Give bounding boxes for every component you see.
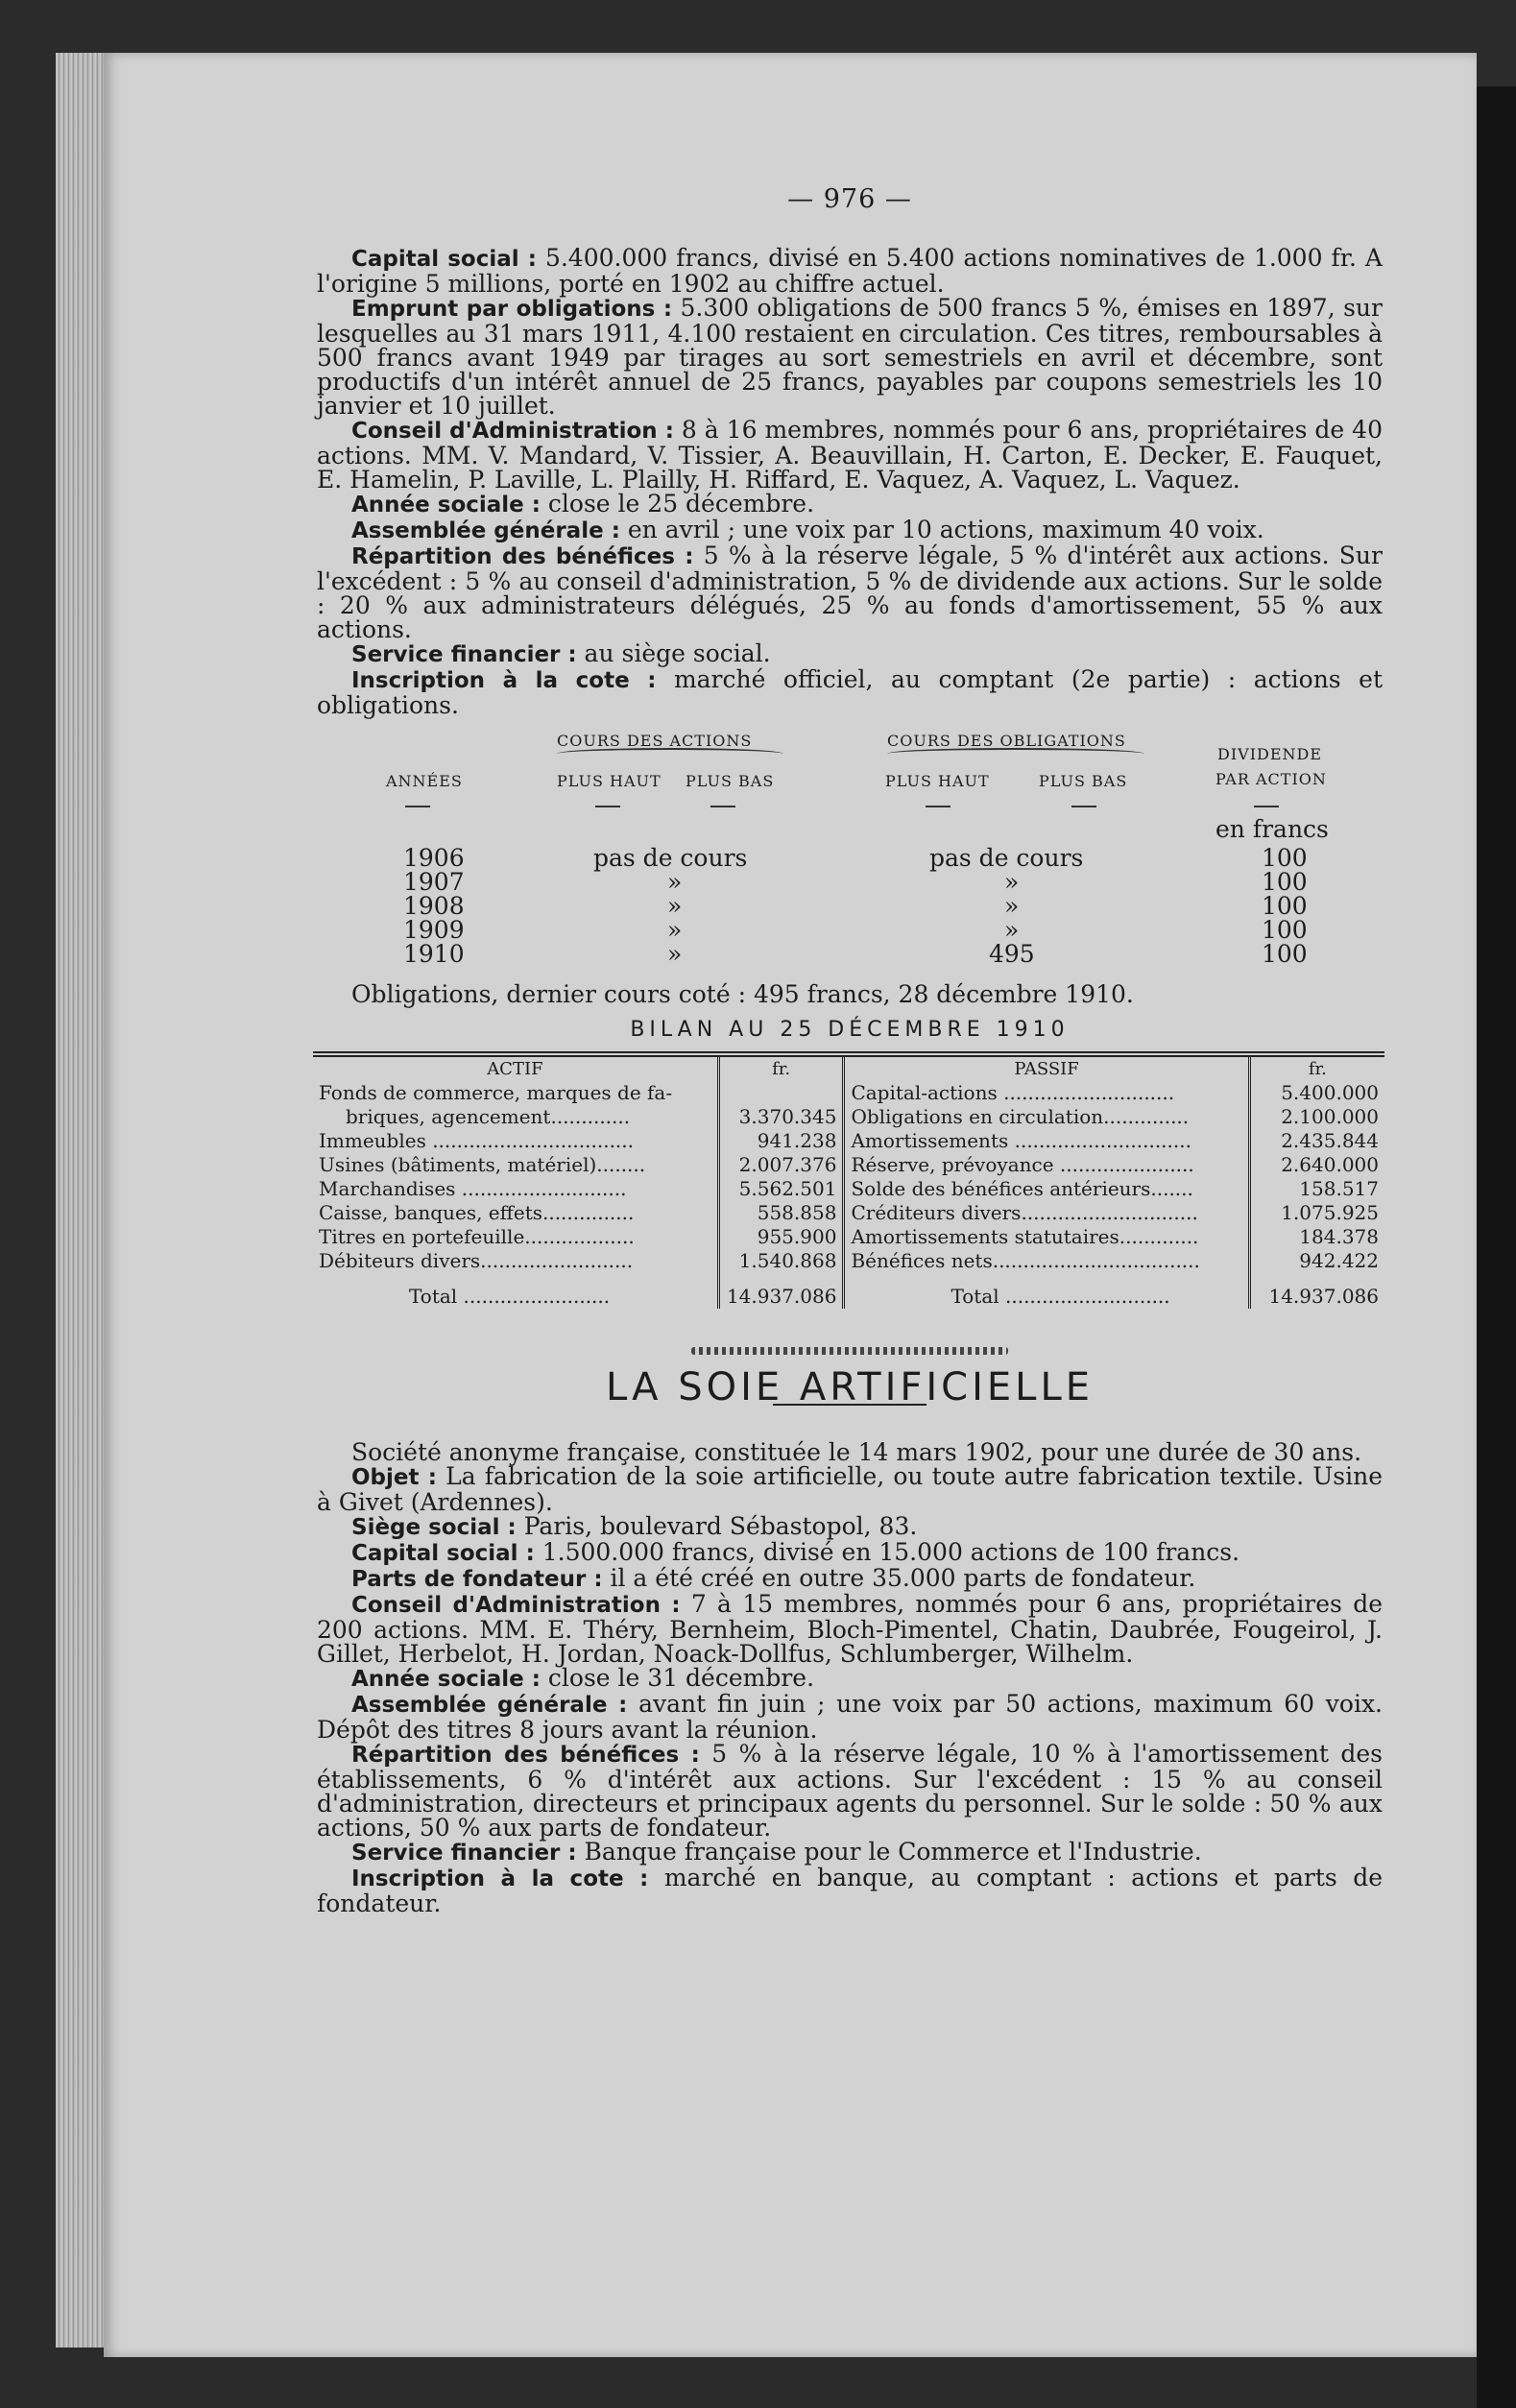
row-oblig-cours: » [1004,868,1020,896]
soie-notice [317,1464,1383,1915]
actif-value: 5.562.501 [718,1177,844,1201]
paragraph-text: 7 à 15 membres, nommés pour 6 ans, propriétaires de 200 actions. MM. E. Théry, Bernheim, Bloch-Pimentel, Chatin, Daubrée, Fougeirol, J. Gillet, Herbelot, H. Jordan, Noack-Dollfus, Schlumberger, Wilhelm. [317,1590,1383,1668]
page-number: — 976 — [787,184,912,214]
table-row [313,1249,1384,1273]
passif-label: Créditeurs divers............................. [844,1201,1249,1225]
actif-value: 558.858 [718,1201,844,1225]
dash [1254,806,1279,807]
brace-actions [557,748,783,759]
section-divider [691,1347,1008,1355]
bilan-title: BILAN AU 25 DÉCEMBRE 1910 [630,1018,1070,1042]
notice-paragraph [317,1840,1383,1866]
header-passif: PASSIF [844,1054,1249,1081]
notice-paragraph [317,296,1383,418]
header-oblig-plus-haut: PLUS HAUT [885,772,990,790]
actif-value [718,1081,844,1105]
notice-paragraph [317,418,1383,492]
paragraph-label: Répartition des bénéfices : [351,1743,700,1768]
paragraph-text: 5 % à la réserve légale, 10 % à l'amortissement des établissements, 6 % d'intérêt aux actions. Sur l'excédent : 15 % au conseil d'administration, directeurs et principaux agents du personnel. Sur le solde : 50 % aux actions, 50 % aux parts de fondateur. [317,1740,1383,1842]
paragraph-text: avant fin juin ; une voix par 50 actions, maximum 60 voix. Dépôt des titres 8 jours avant la réunion. [317,1690,1384,1744]
row-actions-cours: » [667,916,683,944]
paragraph-text: Paris, boulevard Sébastopol, 83. [516,1512,918,1540]
row-year: 1908 [403,892,465,920]
company-notice [317,246,1383,717]
dash [405,806,430,807]
row-year: 1907 [403,868,465,896]
paragraph-text: 5 % à la réserve légale, 5 % d'intérêt aux actions. Sur l'excédent : 5 % au conseil d'administration, 5 % de dividende aux actions. Sur le solde : 20 % aux administrateurs délégués, 25 % au fonds d'amortissement, 55 % aux actions. [317,542,1383,643]
paragraph-label: Objet : [351,1465,437,1490]
passif-value: 1.075.925 [1281,1201,1379,1224]
dash [710,806,735,807]
actif-label: Caisse, banques, effets............... [313,1201,718,1225]
row-oblig-cours: » [1004,916,1020,944]
paragraph-text: 5.300 obligations de 500 francs 5 %, émises en 1897, sur lesquelles au 31 mars 1911, 4.100 restaient en circulation. Ces titres, remboursables à 500 francs avant 1949 par tirages au sort semestriels en avril et décembre, sont productifs d'un intérêt annuel de 25 francs, payables par coupons semestriels les 10 janvier et 10 juillet. [317,294,1383,420]
header-actions-plus-bas: PLUS BAS [686,772,775,790]
header-cours-actions: COURS DES ACTIONS [557,732,753,750]
price-table [317,729,1383,988]
row-dividende: 100 [1262,868,1308,896]
paragraph-text: close le 25 décembre. [540,490,815,518]
actif-label: Fonds de commerce, marques de fa- [313,1081,718,1105]
total-passif: 14.937.086 [1268,1285,1379,1308]
notice-paragraph [317,667,1383,717]
header-annees: ANNÉES [386,772,463,790]
passif-label: Capital-actions ............................ [844,1081,1249,1105]
paragraph-text: au siège social. [576,639,771,667]
brace-obligations [887,748,1144,759]
passif-value: 2.435.844 [1281,1129,1379,1152]
notice-paragraph [317,246,1383,296]
row-year: 1906 [403,844,465,872]
unit-en-francs: en francs [1215,815,1329,843]
paragraph-text: close le 31 décembre. [540,1664,815,1692]
actif-label: Immeubles ................................. [313,1129,718,1153]
header-cours-obligations: COURS DES OBLIGATIONS [887,732,1126,750]
actif-value: 2.007.376 [718,1153,844,1177]
table-row [313,1225,1384,1249]
row-year: 1910 [403,940,465,968]
header-actif: ACTIF [313,1054,718,1081]
passif-label: Obligations en circulation.............. [844,1105,1249,1129]
row-actions-cours: » [667,940,683,968]
notice-paragraph [317,1464,1383,1514]
row-dividende: 100 [1262,892,1308,920]
paragraph-label: Assemblée générale : [351,518,620,543]
header-par-action: PAR ACTION [1215,770,1327,788]
notice-paragraph [317,543,1383,641]
header-oblig-plus-bas: PLUS BAS [1039,772,1128,790]
row-actions-cours: pas de cours [593,844,748,872]
dash [595,806,620,807]
total-actif: 14.937.086 [718,1273,844,1309]
row-dividende: 100 [1262,940,1308,968]
table-row [313,1081,1384,1105]
obligations-note: Obligations, dernier cours coté : 495 francs, 28 décembre 1910. [351,980,1134,1008]
notice-paragraph [317,1692,1383,1742]
actif-label: briques, agencement............. [313,1105,718,1129]
passif-value: 942.422 [1299,1249,1379,1272]
paragraph-label: Service financier : [351,1841,577,1866]
table-row [313,1201,1384,1225]
paragraph-label: Assemblée générale : [351,1693,628,1718]
notice-paragraph [317,1866,1383,1915]
paragraph-label: Parts de fondateur : [351,1567,603,1592]
header-fr-actif: fr. [718,1054,844,1081]
row-dividende: 100 [1262,916,1308,944]
paragraph-text: Banque française pour le Commerce et l'Industrie. [576,1838,1202,1866]
actif-label: Débiteurs divers......................... [313,1249,718,1273]
paragraph-text: 8 à 16 membres, nommés pour 6 ans, propriétaires de 40 actions. MM. V. Mandard, V. Tissier, A. Beauvillain, H. Carton, E. Decker, E. Fauquet, E. Hamelin, P. Laville, L. Plailly, H. Riffard, E. Vaquez, A. Vaquez, L. Vaquez. [317,416,1383,494]
paragraph-label: Siège social : [351,1515,517,1540]
row-dividende: 100 [1262,844,1308,872]
paragraph-label: Année sociale : [351,493,541,518]
row-oblig-cours: 495 [989,940,1035,968]
notice-paragraph [317,492,1383,518]
passif-label: Amortissements ............................. [844,1129,1249,1153]
paragraph-label: Capital social : [351,1541,535,1566]
actif-value: 1.540.868 [718,1249,844,1273]
table-row [313,1105,1384,1129]
notice-paragraph [317,1514,1383,1540]
row-actions-cours: » [667,868,683,896]
paragraph-label: Répartition des bénéfices : [351,544,694,569]
table-row [313,1153,1384,1177]
actif-value: 955.900 [718,1225,844,1249]
paragraph-text: La fabrication de la soie artificielle, ou toute autre fabrication textile. Usine à Givet (Ardennes). [317,1462,1383,1516]
notice-paragraph [317,1566,1383,1592]
table-row [313,1129,1384,1153]
passif-value: 2.640.000 [1281,1153,1379,1176]
passif-value: 2.100.000 [1281,1105,1379,1128]
dash [926,806,951,807]
paragraph-label: Conseil d'Administration : [351,1593,681,1618]
paragraph-label: Emprunt par obligations : [351,297,673,322]
paragraph-label: Capital social : [351,247,537,272]
paragraph-label: Conseil d'Administration : [351,419,674,444]
row-actions-cours: » [667,892,683,920]
paragraph-text: en avril ; une voix par 10 actions, maximum 40 voix. [619,516,1264,543]
soie-intro: Société anonyme française, constituée le 14 mars 1902, pour une durée de 30 ans. [351,1438,1362,1466]
row-year: 1909 [403,916,465,944]
right-margin-shadow [1477,86,1516,2408]
paragraph-text: 1.500.000 francs, divisé en 15.000 actions de 100 francs. [534,1538,1240,1566]
paragraph-text: marché officiel, au comptant (2e partie) : actions et obligations. [317,665,1383,719]
page-content [317,184,1384,1917]
passif-label: Réserve, prévoyance ...................... [844,1153,1249,1177]
total-label-passif: Total ........................... [844,1273,1249,1309]
actif-value: 3.370.345 [718,1105,844,1129]
paragraph-text: marché en banque, au comptant : actions et parts de fondateur. [317,1864,1383,1917]
balance-rows [313,1081,1384,1273]
passif-label: Solde des bénéfices antérieurs....... [844,1177,1249,1201]
passif-value: 184.378 [1299,1225,1379,1248]
row-oblig-cours: » [1004,892,1020,920]
notice-paragraph [317,1742,1383,1840]
actif-label: Titres en portefeuille.................. [313,1225,718,1249]
paragraph-label: Service financier : [351,642,577,667]
total-label-actif: Total ........................ [313,1273,718,1309]
notice-paragraph [317,1540,1383,1566]
row-oblig-cours: pas de cours [929,844,1084,872]
passif-label: Bénéfices nets.................................. [844,1249,1249,1273]
passif-value: 5.400.000 [1281,1081,1379,1104]
dash [1071,806,1096,807]
paragraph-text: il a été créé en outre 35.000 parts de fondateur. [602,1564,1196,1592]
balance-sheet [313,1051,1384,1309]
passif-value: 158.517 [1299,1177,1379,1200]
header-actions-plus-haut: PLUS HAUT [557,772,662,790]
paragraph-label: Inscription à la cote : [351,1866,649,1891]
header-dividende: DIVIDENDE [1217,745,1323,763]
total-row [313,1273,1384,1309]
actif-value: 941.238 [718,1129,844,1153]
paragraph-label: Année sociale : [351,1667,541,1692]
notice-paragraph [317,1592,1383,1666]
notice-paragraph [317,1666,1383,1692]
actif-label: Usines (bâtiments, matériel)........ [313,1153,718,1177]
paragraph-text: 5.400.000 francs, divisé en 5.400 actions nominatives de 1.000 fr. A l'origine 5 millions, porté en 1902 au chiffre actuel. [317,244,1383,298]
actif-label: Marchandises ........................... [313,1177,718,1201]
notice-paragraph [317,518,1383,543]
notice-paragraph [317,641,1383,667]
soie-title: LA SOIE ARTIFICIELLE [605,1365,1095,1409]
table-row [313,1177,1384,1201]
paragraph-label: Inscription à la cote : [351,668,657,693]
passif-label: Amortissements statutaires............. [844,1225,1249,1249]
header-fr-passif: fr. [1308,1059,1327,1079]
